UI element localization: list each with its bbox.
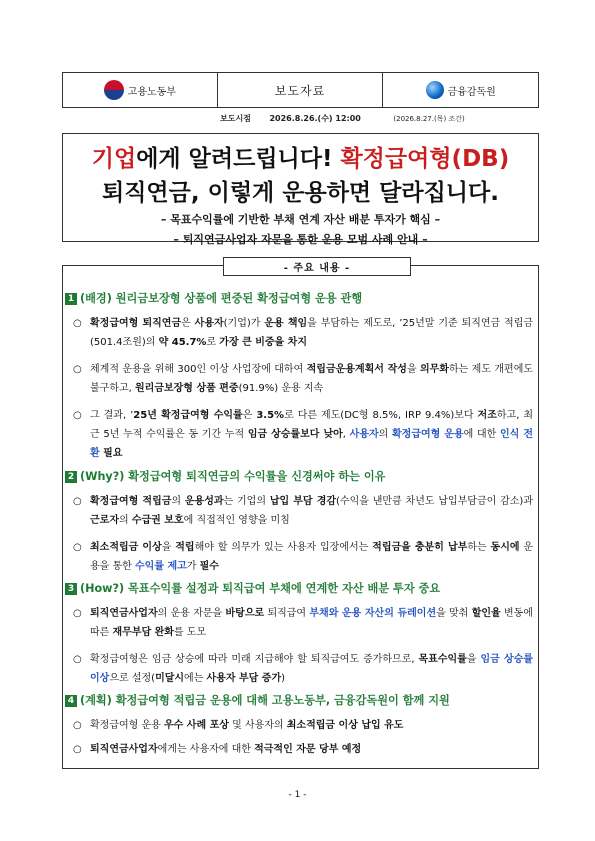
section-3-item-1: ○ 퇴직연금사업자의 운용 자문을 바탕으로 퇴직급여 부채와 운용 자산의 듀레이션을 맞춰 할인율 변동에 따른 재무부담 완화를 도모	[73, 608, 534, 638]
press-release-label: 보도자료	[218, 73, 384, 107]
text-run: 로	[206, 337, 220, 348]
subtitle-2: – 퇴직연금사업자 자문을 통한 운용 모범 사례 안내 –	[173, 233, 428, 246]
section-1-heading: 1 (배경) 원리금보장형 상품에 편중된 확정급여형 운용 관행	[65, 290, 362, 306]
text-run: 확정급여형 운용	[392, 429, 464, 440]
page-number: - 1 -	[288, 790, 307, 800]
text-run: 임금 상승률 이상	[90, 654, 533, 684]
text-run: 확정급여형 퇴직연금	[90, 318, 182, 329]
key-content-title: - 주요 내용 -	[223, 257, 411, 276]
text-run: 근로자	[90, 515, 119, 526]
section-1-item-1: ○ 확정급여형 퇴직연금은 사용자(기업)가 운용 책임을 부담하는 제도로, ’25년말 기준 퇴직연금 적립금(501.4조원)의 약 45.7%로 가장 큰 비중을 차지	[73, 318, 534, 348]
text-run: 퇴직급여	[264, 608, 310, 619]
text-run: 부채와 운용 자산의 듀레이션	[309, 608, 437, 619]
text-run: 목표수익률	[418, 654, 467, 665]
ministry-cell	[63, 73, 218, 107]
text-run: 적립금을 충분히 납부	[372, 542, 468, 553]
ministry-name: 고용노동부	[127, 86, 176, 98]
text-run: 확정급여형은 임금 상승에 따라 미래 지급해야 할 퇴직급여도 증가하므로,	[90, 654, 419, 665]
text-run: 에 직접적인 영향을 미침	[183, 515, 290, 526]
text-run: 확정급여형 적립금	[90, 496, 172, 507]
text-run: 확정급여형 운용	[90, 720, 164, 731]
text-run: 적립금운용계획서 작성	[306, 364, 407, 375]
text-run: 퇴직연금사업자	[90, 608, 158, 619]
key-content-box	[62, 265, 539, 769]
text-run: 하고, 최근 5년 누적 수익률은 동 기간 누적	[90, 410, 534, 440]
section-4-item-2: ○ 퇴직연금사업자에게는 사용자에 대한 적극적인 자문 당부 예정	[73, 744, 362, 755]
text-run: 의무화	[419, 364, 449, 375]
section-1-item-2: ○ 체계적 운용을 위해 300인 이상 사업장에 대하여 적립금운용계획서 작성을 의무화하는 제도 개편에도 불구하고, 원리금보장형 상품 편중(91.9%) 운용 지속	[73, 364, 534, 394]
subtitle-1: – 목표수익률에 기반한 부채 연계 자산 배분 투자가 핵심 –	[160, 213, 441, 226]
text-run: 필수	[199, 561, 219, 572]
text-run: 그 결과, ’	[90, 410, 134, 421]
text-run: 약 45.7%	[158, 337, 207, 348]
text-run: 해야 할 의무가 있는 사용자 입장에서는	[194, 542, 373, 553]
text-run: 의	[118, 515, 132, 526]
text-run: 에 대한	[463, 429, 501, 440]
text-run: 가장 큰 비중을 차지	[219, 337, 308, 348]
text-run: (수익을 낸만큼 차년도 납입부담금이 감소)과	[336, 496, 533, 507]
text-run: 수급권 보호	[131, 515, 184, 526]
text-run: 사용자	[349, 429, 379, 440]
text-run: )	[281, 673, 286, 684]
text-run: 우수 사례 포상	[163, 720, 229, 731]
text-run: 3.5%	[256, 410, 285, 421]
text-run: 바탕으로	[225, 608, 265, 619]
text-run: (기업)가	[223, 318, 265, 329]
korea-emblem-icon	[104, 80, 124, 100]
text-run: (91.9%) 운용 지속	[238, 383, 324, 394]
fss-logo-icon	[426, 81, 444, 99]
section-3-heading: 3 (How?) 목표수익률 설정과 퇴직급여 부채에 연계한 자산 배분 투자 중요	[65, 580, 440, 596]
text-run: ,	[342, 429, 350, 440]
text-run: 재무부담 완화	[112, 627, 174, 638]
text-run: 최소적립금 이상 납입 유도	[286, 720, 404, 731]
text-run: 사용자 부담 증가	[206, 673, 282, 684]
text-run: 필요	[99, 448, 123, 459]
text-run: 운용 책임	[264, 318, 308, 329]
text-run: 의	[378, 429, 393, 440]
section-1-item-3: ○ 그 결과, ’25년 확정급여형 수익률은 3.5%로 다른 제도(DC형 8.5%, IRP 9.4%)보다 저조하고, 최근 5년 누적 수익률은 동 기간 누적 임금 상승률보다 낮아, 사용자의 확정급여형 운용에 대한 인식 전환 필요	[73, 410, 534, 459]
text-run: 하는	[467, 542, 491, 553]
text-run: 미달시	[155, 673, 185, 684]
text-run: 원리금보장형 상품 편중	[135, 383, 239, 394]
text-run: 퇴직연금사업자	[90, 744, 158, 755]
text-run: 변동에 따른	[90, 608, 534, 638]
text-run: 운용성과	[184, 496, 224, 507]
text-run: 25년 확정급여형 수익률	[133, 410, 243, 421]
text-run: 최소적립금 이상	[90, 542, 162, 553]
text-run: 의 운용 자문을	[157, 608, 226, 619]
text-run: 수익률 제고	[135, 561, 187, 572]
text-run: 체계적 운용을 위해 300인 이상 사업장에 대하여	[90, 364, 307, 375]
section-4-item-1: ○ 확정급여형 운용 우수 사례 포상 및 사용자의 최소적립금 이상 납입 유도	[73, 720, 404, 731]
text-run: 및 사용자의	[228, 720, 287, 731]
release-paper: (2026.8.27.(목) 조간)	[393, 115, 465, 123]
text-run: 로 다른 제도(DC형 8.5%, IRP 9.4%)보다	[284, 410, 478, 421]
text-run: 동시에	[490, 542, 520, 553]
title-box	[62, 133, 539, 246]
text-run: 을 맞춰	[436, 608, 472, 619]
text-run: 에는	[184, 673, 207, 684]
section-2-heading: 2 (Why?) 확정급여형 퇴직연금의 수익률을 신경써야 하는 이유	[65, 468, 385, 484]
text-run: 으로 설정(	[109, 673, 156, 684]
text-run: 은	[242, 410, 257, 421]
text-run: 을	[161, 542, 176, 553]
text-run: 적극적인 자문 당부 예정	[254, 744, 362, 755]
text-run: 을 부담하는 제도로, ’25년말 기준 퇴직연금 적립금(501.4조원)의	[90, 318, 534, 348]
text-run: 가	[186, 561, 200, 572]
section-2-item-1: ○ 확정급여형 적립금의 운용성과는 기업의 납입 부담 경감(수익을 낸만큼 차년도 납입부담금이 감소)과 근로자의 수급권 보호에 직접적인 영향을 미침	[73, 496, 533, 526]
title-line2: 퇴직연금, 이렇게 운용하면 달라집니다.	[102, 180, 499, 206]
text-run: 임금 상승률보다 낮아	[247, 429, 343, 440]
fss-name: 금융감독원	[447, 86, 496, 98]
text-run: 납입 부담 경감	[269, 496, 337, 507]
release-datetime: 2026.8.26.(수) 12:00	[269, 114, 361, 123]
text-run: 는 기업의	[223, 496, 270, 507]
text-run: 은	[181, 318, 195, 329]
section-3-item-2: ○ 확정급여형은 임금 상승에 따라 미래 지급해야 할 퇴직급여도 증가하므로, 목표수익률을 임금 상승률 이상으로 설정(미달시에는 사용자 부담 증가)	[73, 654, 533, 684]
text-run: 하는 제도 개편에도 불구하고,	[90, 364, 534, 394]
release-time	[220, 113, 465, 124]
text-run: 을	[406, 364, 420, 375]
text-run: 사용자	[194, 318, 224, 329]
fss-cell	[383, 73, 538, 107]
text-run: 에게는 사용자에 대한	[157, 744, 255, 755]
text-run: 운용을 통한	[90, 542, 534, 572]
text-run: 할인율	[471, 608, 501, 619]
title-line1: 기업에게 알려드립니다! 확정급여형(DB)	[91, 146, 510, 172]
text-run: 저조	[477, 410, 497, 421]
text-run: 적립	[175, 542, 195, 553]
text-run: 을	[466, 654, 481, 665]
section-2-item-2: ○ 최소적립금 이상을 적립해야 할 의무가 있는 사용자 입장에서는 적립금을 충분히 납부하는 동시에 운용을 통한 수익률 제고가 필수	[73, 542, 534, 572]
text-run: 인식 전환	[90, 429, 533, 459]
text-run: 를 도모	[173, 627, 207, 638]
section-4-heading: 4 (계획) 확정급여형 적립금 운용에 대해 고용노동부, 금융감독원이 함께 지원	[65, 692, 450, 708]
text-run: 의	[171, 496, 185, 507]
release-label: 보도시점	[220, 114, 251, 123]
header-box	[62, 72, 539, 108]
